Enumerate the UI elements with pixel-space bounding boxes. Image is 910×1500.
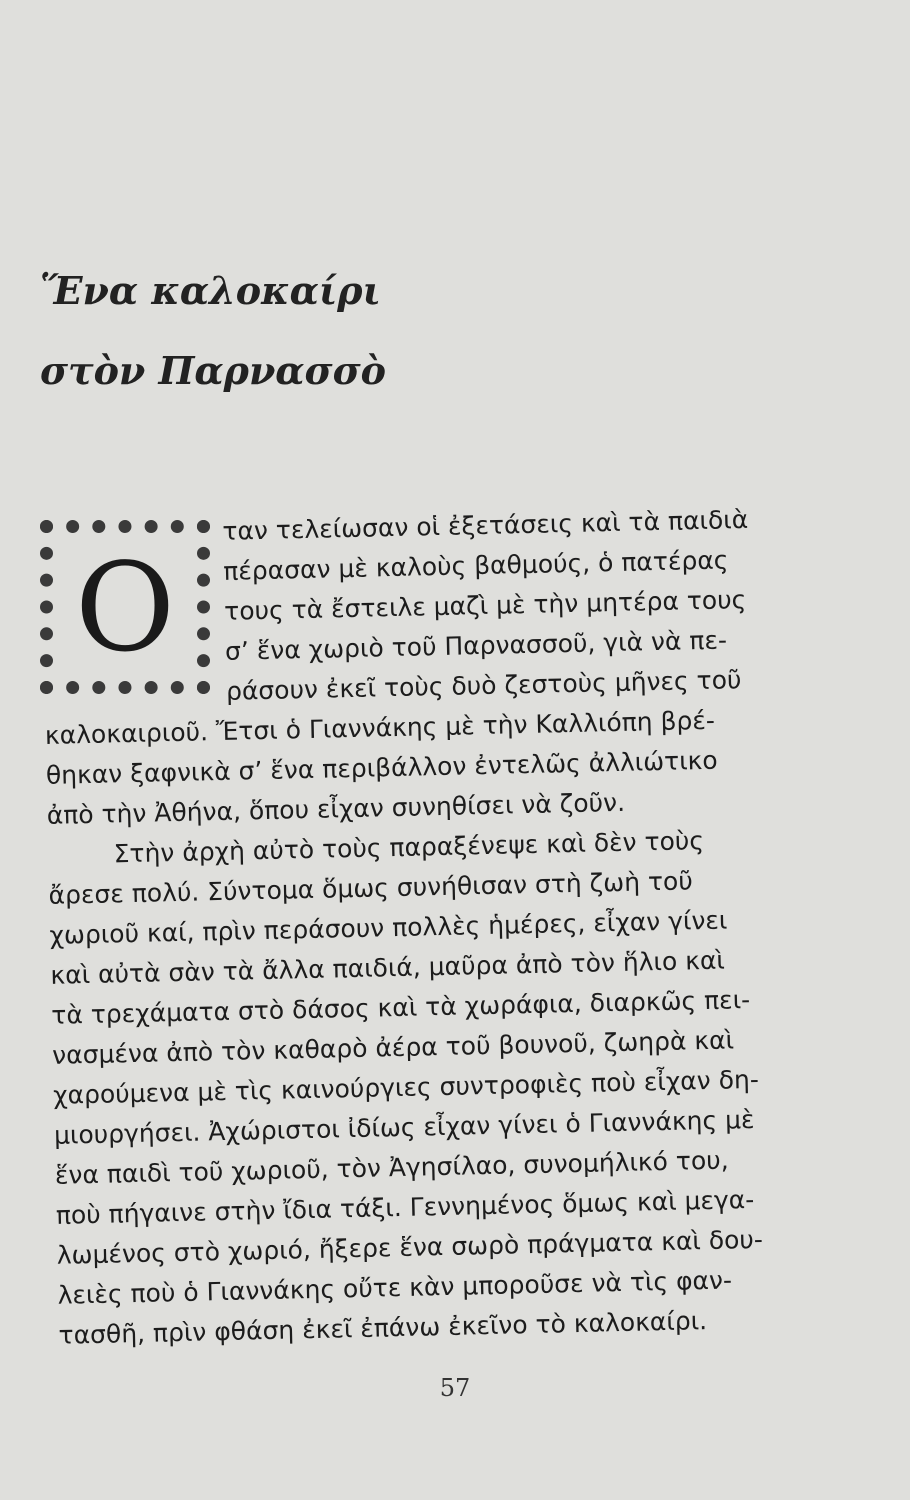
text-line: καὶ αὐτὰ σὰν τὰ ἄλλα παιδιά, μαῦρα ἀπὸ τὸν ἥλιο καὶ <box>50 945 726 990</box>
text-line: λειὲς ποὺ ὁ Γιαννάκης οὔτε κὰν μποροῦσε νὰ τὶς φαν- <box>57 1265 733 1310</box>
text-line: σ’ ἕνα χωριὸ τοῦ Παρνασσοῦ, γιὰ νὰ πε- <box>224 625 728 666</box>
text-line: θηκαν ξαφνικὰ σ’ ἕνα περιβάλλον ἐντελῶς ἀλλιώτικο <box>45 745 718 790</box>
text-line: ράσουν ἐκεῖ τοὺς δυὸ ζεστοὺς μῆνες τοῦ <box>225 665 742 706</box>
paragraph-2 <box>47 819 819 1356</box>
text-line: τασθῆ, πρὶν φθάση ἐκεῖ ἐπάνω ἐκεῖνο τὸ καλοκαίρι. <box>58 1306 708 1350</box>
page-number: 57 <box>439 1374 471 1402</box>
text-line: χαρούμενα μὲ τὶς καινούργιες συντροφιὲς ποὺ εἶχαν δη- <box>52 1064 760 1110</box>
text-line: τους τὰ ἔστειλε μαζὶ μὲ τὴν μητέρα τους <box>223 585 747 626</box>
chapter-title-line-2: στὸν Παρνασσὸ <box>40 348 386 393</box>
text-line: ἀπὸ τὴν Ἀθήνα, ὅπου εἶχαν συνηθίσει νὰ ζοῦν. <box>46 787 626 830</box>
text-line: μιουργήσει. Ἀχώριστοι ἰδίως εἶχαν γίνει ὁ Γιαννάκης μὲ <box>53 1104 755 1150</box>
text-line: ταν τελείωσαν οἱ ἐξετάσεις καὶ τὰ παιδιὰ <box>222 504 749 546</box>
text-line: Στὴν ἀρχὴ αὐτὸ τοὺς παραξένεψε καὶ δὲν τοὺς <box>113 826 705 869</box>
text-line: ἕνα παιδὶ τοῦ χωριοῦ, τὸν Ἀγησίλαο, συνομήλικό του, <box>54 1145 729 1190</box>
text-line: τὰ τρεχάματα στὸ δάσος καὶ τὰ χωράφια, διαρκῶς πει- <box>51 985 751 1030</box>
text-line: νασμένα ἀπὸ τὸν καθαρὸ ἀέρα τοῦ βουνοῦ, ζωηρὰ καὶ <box>51 1025 735 1070</box>
text-line: καλοκαιριοῦ. Ἔτσι ὁ Γιαννάκης μὲ τὴν Καλλιόπη βρέ- <box>44 705 716 750</box>
drop-cap-letter: Ο <box>74 537 176 679</box>
text-line: λωμένος στὸ χωριό, ἤξερε ἕνα σωρὸ πράγματα καὶ δου- <box>56 1224 764 1270</box>
text-line: ἄρεσε πολύ. Σύντομα ὅμως συνήθισαν στὴ ζωὴ τοῦ <box>48 866 694 910</box>
text-line: πέρασαν μὲ καλοὺς βαθμούς, ὁ πατέρας <box>222 545 729 586</box>
text-line: χωριοῦ καί, πρὶν περάσουν πολλὲς ἡμέρες, εἶχαν γίνει <box>49 905 728 950</box>
chapter-title-line-1: Ἕνα καλοκαίρι <box>40 268 381 313</box>
text-line: ποὺ πήγαινε στὴν ἴδια τάξι. Γεννημένος ὅμως καὶ μεγα- <box>55 1184 755 1230</box>
drop-cap-frame <box>40 520 210 694</box>
